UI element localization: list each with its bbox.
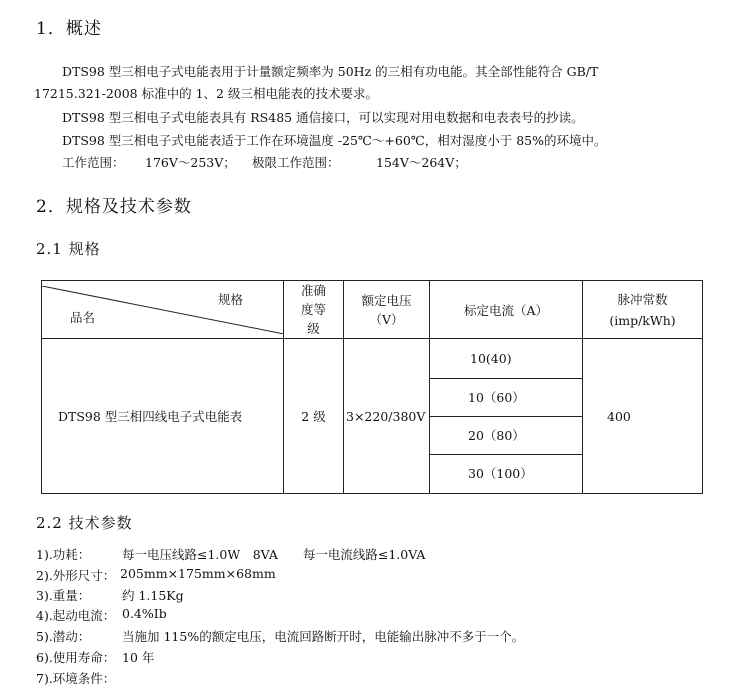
section-2-heading: 2．规格及技术参数 (36, 197, 192, 217)
current-value: 10(40) (430, 339, 582, 379)
overview-line-2: 17215.321-2008 标准中的 1、2 级三相电能表的技术要求。 (34, 86, 378, 101)
header-diagonal-cell (42, 281, 284, 339)
param-label: 2).外形尺寸： (36, 568, 116, 583)
spec-subheading: 2.1 规格 (36, 240, 101, 258)
current-value: 20（80） (430, 416, 582, 454)
header-pulse: 脉冲常数 (imp/kWh) (583, 281, 703, 339)
header-spec-label: 规格 (217, 291, 243, 307)
voltage-cell: 3×220/380V (344, 339, 430, 494)
current-value: 30（100） (430, 454, 582, 492)
header-name-label: 品名 (70, 309, 96, 325)
param-value: 10 年 (122, 650, 155, 665)
spec-table-header-row (42, 281, 703, 339)
header-current: 标定电流（A） (430, 281, 583, 339)
header-voltage: 额定电压 （V） (344, 281, 430, 339)
limit-range-value: 154V～264V； (376, 155, 467, 170)
section-1-heading: 1．概述 (36, 19, 102, 39)
param-value: 当施加 115%的额定电压，电流回路断开时，电能输出脉冲不多于一个。 (122, 629, 525, 644)
accuracy-cell: 2 级 (284, 339, 344, 494)
param-label: 6).使用寿命： (36, 650, 116, 665)
overview-line-3: DTS98 型三相电子式电能表具有 RS485 通信接口，可以实现对用电数据和电表表号的抄读。 (62, 110, 584, 125)
product-name-cell: DTS98 型三相四线电子式电能表 (42, 339, 284, 494)
header-accuracy: 准确度等级 (284, 281, 344, 339)
param-label: 4).起动电流： (36, 608, 116, 623)
param-value: 0.4%Ib (122, 606, 167, 621)
overview-line-1: DTS98 型三相电子式电能表用于计量额定频率为 50Hz 的三相有功电能。其全部性能符合 GB/T (62, 64, 599, 79)
overview-line-4: DTS98 型三相电子式电能表适于工作在环境温度 -25℃～+60℃，相对湿度小于 85%的环境中。 (62, 133, 607, 148)
work-range-value: 176V～253V； (145, 155, 236, 170)
param-label: 1).功耗： (36, 547, 91, 562)
param-value: 每一电压线路≤1.0W 8VA 每一电流线路≤1.0VA (122, 547, 426, 562)
param-value: 205mm×175mm×68mm (120, 566, 276, 581)
param-label: 5).潜动： (36, 629, 91, 644)
current-value: 10（60） (468, 390, 525, 405)
param-label: 7).环境条件： (36, 671, 116, 686)
param-label: 3).重量： (36, 588, 91, 603)
tech-params-subheading: 2.2 技术参数 (36, 514, 133, 532)
param-value: 约 1.15Kg (122, 588, 184, 603)
limit-range-label: 极限工作范围： (252, 155, 340, 170)
work-range-label: 工作范围： (62, 155, 125, 170)
spec-table-data-row (42, 339, 703, 494)
spec-table (41, 280, 703, 494)
pulse-cell: 400 (583, 339, 703, 494)
current-cell (430, 339, 583, 494)
